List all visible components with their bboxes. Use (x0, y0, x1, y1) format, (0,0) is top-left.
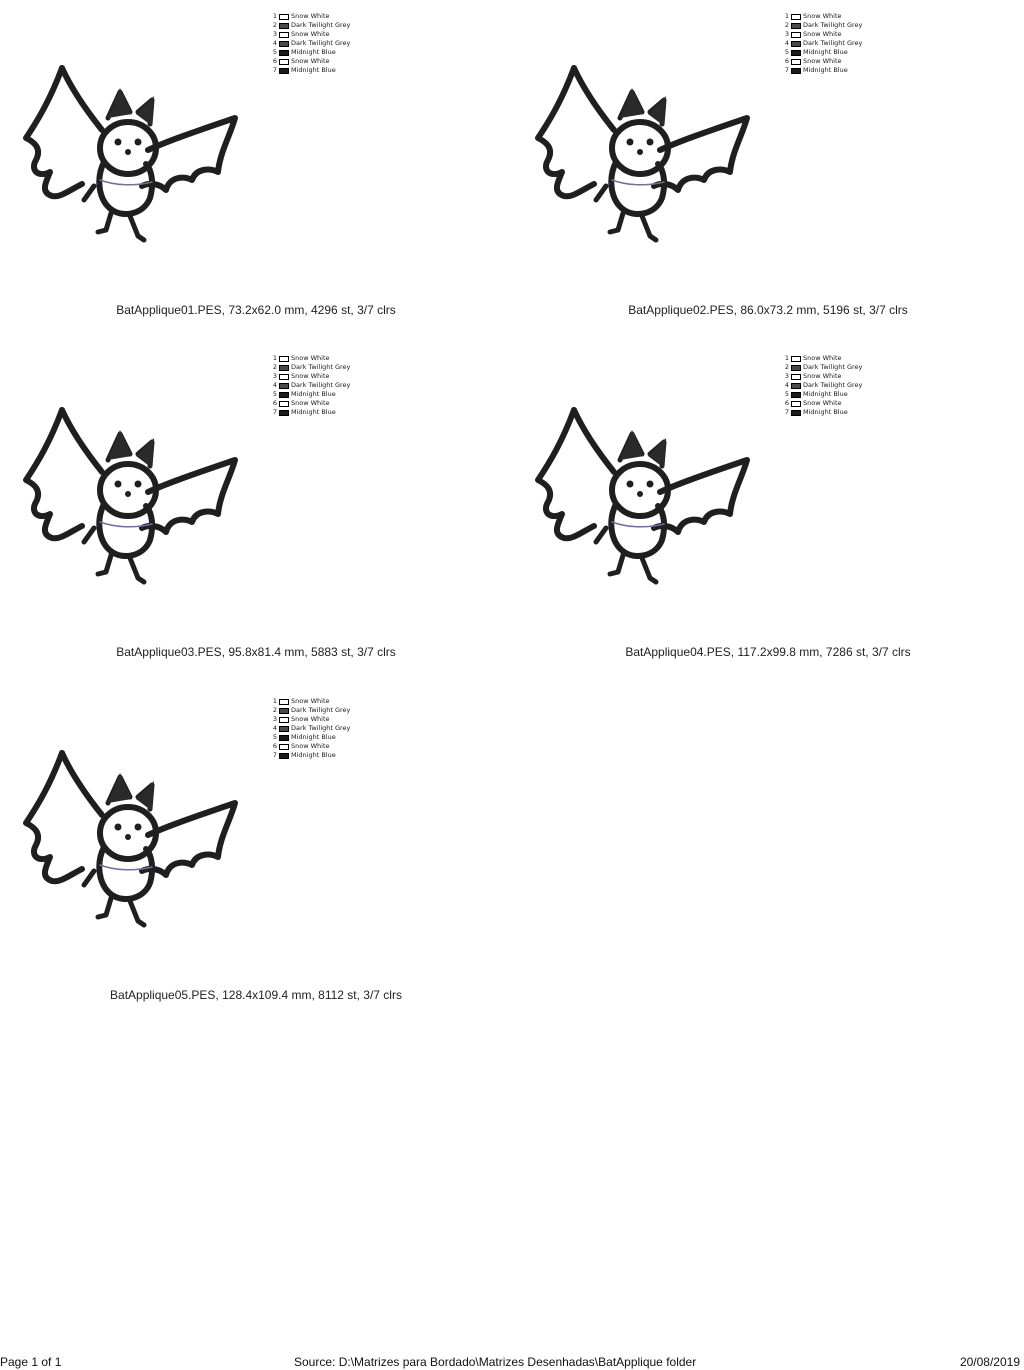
color-swatch (279, 59, 289, 65)
color-swatch (791, 374, 801, 380)
design-cell-2 (512, 0, 1024, 342)
legend-number: 5 (272, 733, 277, 741)
thread-name: Midnight Blue (803, 390, 848, 398)
thread-name: Midnight Blue (803, 408, 848, 416)
bat-embroidery-image (532, 402, 762, 592)
legend-row (270, 697, 350, 706)
legend-row (270, 715, 350, 724)
color-swatch (791, 32, 801, 38)
legend-row (782, 390, 862, 399)
legend-number: 2 (784, 21, 789, 29)
bat-embroidery-image (532, 60, 762, 250)
thread-name: Snow White (803, 372, 842, 380)
legend-row (782, 21, 862, 30)
design-caption: BatApplique03.PES, 95.8x81.4 mm, 5883 st, 3/7 clrs (116, 645, 396, 659)
color-swatch (279, 374, 289, 380)
legend-row (782, 381, 862, 390)
color-swatch (791, 59, 801, 65)
legend-row (270, 399, 350, 408)
color-swatch (791, 41, 801, 47)
legend-number: 4 (272, 724, 277, 732)
design-caption: BatApplique05.PES, 128.4x109.4 mm, 8112 st, 3/7 clrs (110, 988, 402, 1002)
bat-drawing (20, 402, 250, 592)
thread-color-legend (782, 12, 862, 75)
thread-color-legend (270, 354, 350, 417)
legend-number: 3 (272, 715, 277, 723)
legend-row (782, 399, 862, 408)
legend-number: 3 (784, 372, 789, 380)
legend-row (270, 751, 350, 760)
thread-name: Midnight Blue (291, 390, 336, 398)
legend-number: 7 (784, 408, 789, 416)
legend-number: 6 (784, 57, 789, 65)
color-swatch (279, 744, 289, 750)
legend-number: 2 (784, 363, 789, 371)
bat-drawing (20, 60, 250, 250)
legend-row (270, 30, 350, 39)
bat-embroidery-image (20, 402, 250, 592)
thread-name: Snow White (291, 354, 330, 362)
thread-name: Dark Twilight Grey (803, 21, 863, 29)
legend-row (782, 408, 862, 417)
bat-drawing (20, 745, 250, 935)
legend-number: 1 (272, 354, 277, 362)
legend-number: 6 (784, 399, 789, 407)
thread-name: Snow White (803, 30, 842, 38)
thread-name: Snow White (291, 742, 330, 750)
legend-number: 6 (272, 399, 277, 407)
thread-name: Midnight Blue (291, 66, 336, 74)
legend-row (270, 363, 350, 372)
color-swatch (791, 68, 801, 74)
color-swatch (279, 14, 289, 20)
legend-number: 3 (784, 30, 789, 38)
thread-name: Snow White (803, 399, 842, 407)
page-number: Page 1 of 1 (0, 1355, 62, 1369)
legend-number: 1 (784, 354, 789, 362)
print-date: 20/08/2019 (959, 1355, 1020, 1369)
thread-name: Dark Twilight Grey (291, 381, 351, 389)
thread-name: Midnight Blue (291, 751, 336, 759)
color-swatch (791, 392, 801, 398)
thread-name: Dark Twilight Grey (291, 706, 351, 714)
design-cell-3 (0, 342, 512, 684)
legend-number: 7 (272, 408, 277, 416)
legend-row (270, 408, 350, 417)
legend-row (782, 57, 862, 66)
thread-name: Midnight Blue (803, 48, 848, 56)
legend-row (270, 381, 350, 390)
legend-row (270, 390, 350, 399)
thread-color-legend (270, 12, 350, 75)
color-swatch (279, 699, 289, 705)
color-swatch (791, 14, 801, 20)
color-swatch (279, 41, 289, 47)
legend-row (270, 12, 350, 21)
legend-number: 7 (272, 66, 277, 74)
legend-row (782, 39, 862, 48)
color-swatch (279, 735, 289, 741)
legend-row (782, 30, 862, 39)
color-swatch (279, 356, 289, 362)
legend-row (270, 724, 350, 733)
design-cell-5 (0, 685, 512, 1027)
legend-row (270, 354, 350, 363)
legend-number: 4 (272, 39, 277, 47)
source-path: Source: D:\Matrizes para Bordado\Matrizes Desenhadas\BatApplique folder (294, 1355, 697, 1369)
legend-row (270, 706, 350, 715)
legend-number: 6 (272, 57, 277, 65)
thread-name: Snow White (291, 715, 330, 723)
legend-row (782, 66, 862, 75)
color-swatch (279, 68, 289, 74)
legend-row (270, 742, 350, 751)
color-swatch (791, 50, 801, 56)
thread-name: Midnight Blue (291, 733, 336, 741)
legend-number: 6 (272, 742, 277, 750)
bat-embroidery-image (20, 745, 250, 935)
legend-number: 3 (272, 372, 277, 380)
color-swatch (791, 410, 801, 416)
bat-embroidery-image (20, 60, 250, 250)
thread-name: Dark Twilight Grey (291, 724, 351, 732)
legend-row (270, 733, 350, 742)
thread-name: Dark Twilight Grey (803, 363, 863, 371)
thread-name: Snow White (291, 30, 330, 38)
color-swatch (791, 383, 801, 389)
legend-number: 4 (784, 39, 789, 47)
color-swatch (279, 753, 289, 759)
design-caption: BatApplique04.PES, 117.2x99.8 mm, 7286 st, 3/7 clrs (625, 645, 911, 659)
thread-name: Snow White (291, 399, 330, 407)
thread-name: Snow White (803, 57, 842, 65)
legend-number: 1 (784, 12, 789, 20)
color-swatch (279, 708, 289, 714)
legend-number: 5 (272, 390, 277, 398)
legend-number: 1 (272, 12, 277, 20)
legend-row (270, 48, 350, 57)
legend-number: 2 (272, 363, 277, 371)
thread-name: Snow White (803, 12, 842, 20)
legend-row (270, 39, 350, 48)
thread-color-legend (270, 697, 350, 760)
color-swatch (279, 383, 289, 389)
design-cell-1 (0, 0, 512, 342)
legend-number: 2 (272, 21, 277, 29)
legend-number: 7 (784, 66, 789, 74)
legend-row (270, 66, 350, 75)
thread-name: Dark Twilight Grey (291, 39, 351, 47)
thread-name: Snow White (803, 354, 842, 362)
legend-number: 7 (272, 751, 277, 759)
legend-row (270, 21, 350, 30)
legend-row (782, 363, 862, 372)
legend-row (270, 57, 350, 66)
color-swatch (791, 365, 801, 371)
legend-row (782, 48, 862, 57)
legend-number: 5 (784, 48, 789, 56)
color-swatch (279, 717, 289, 723)
design-caption: BatApplique01.PES, 73.2x62.0 mm, 4296 st, 3/7 clrs (116, 303, 396, 317)
color-swatch (279, 410, 289, 416)
thread-color-legend (782, 354, 862, 417)
thread-name: Midnight Blue (291, 408, 336, 416)
color-swatch (791, 356, 801, 362)
legend-number: 1 (272, 697, 277, 705)
thread-name: Snow White (291, 697, 330, 705)
thread-name: Dark Twilight Grey (803, 39, 863, 47)
legend-row (782, 372, 862, 381)
legend-number: 4 (272, 381, 277, 389)
design-cell-4 (512, 342, 1024, 684)
legend-row (782, 12, 862, 21)
color-swatch (279, 50, 289, 56)
color-swatch (279, 23, 289, 29)
color-swatch (791, 401, 801, 407)
color-swatch (279, 365, 289, 371)
legend-number: 4 (784, 381, 789, 389)
thread-name: Dark Twilight Grey (291, 363, 351, 371)
legend-number: 2 (272, 706, 277, 714)
legend-row (782, 354, 862, 363)
thread-name: Dark Twilight Grey (291, 21, 351, 29)
thread-name: Midnight Blue (291, 48, 336, 56)
bat-drawing (532, 60, 762, 250)
color-swatch (279, 401, 289, 407)
thread-name: Midnight Blue (803, 66, 848, 74)
color-swatch (279, 726, 289, 732)
thread-name: Snow White (291, 372, 330, 380)
thread-name: Snow White (291, 12, 330, 20)
bat-drawing (532, 402, 762, 592)
legend-number: 5 (272, 48, 277, 56)
color-swatch (791, 23, 801, 29)
design-caption: BatApplique02.PES, 86.0x73.2 mm, 5196 st, 3/7 clrs (628, 303, 908, 317)
thread-name: Dark Twilight Grey (803, 381, 863, 389)
legend-number: 3 (272, 30, 277, 38)
color-swatch (279, 32, 289, 38)
legend-number: 5 (784, 390, 789, 398)
thread-name: Snow White (291, 57, 330, 65)
color-swatch (279, 392, 289, 398)
legend-row (270, 372, 350, 381)
